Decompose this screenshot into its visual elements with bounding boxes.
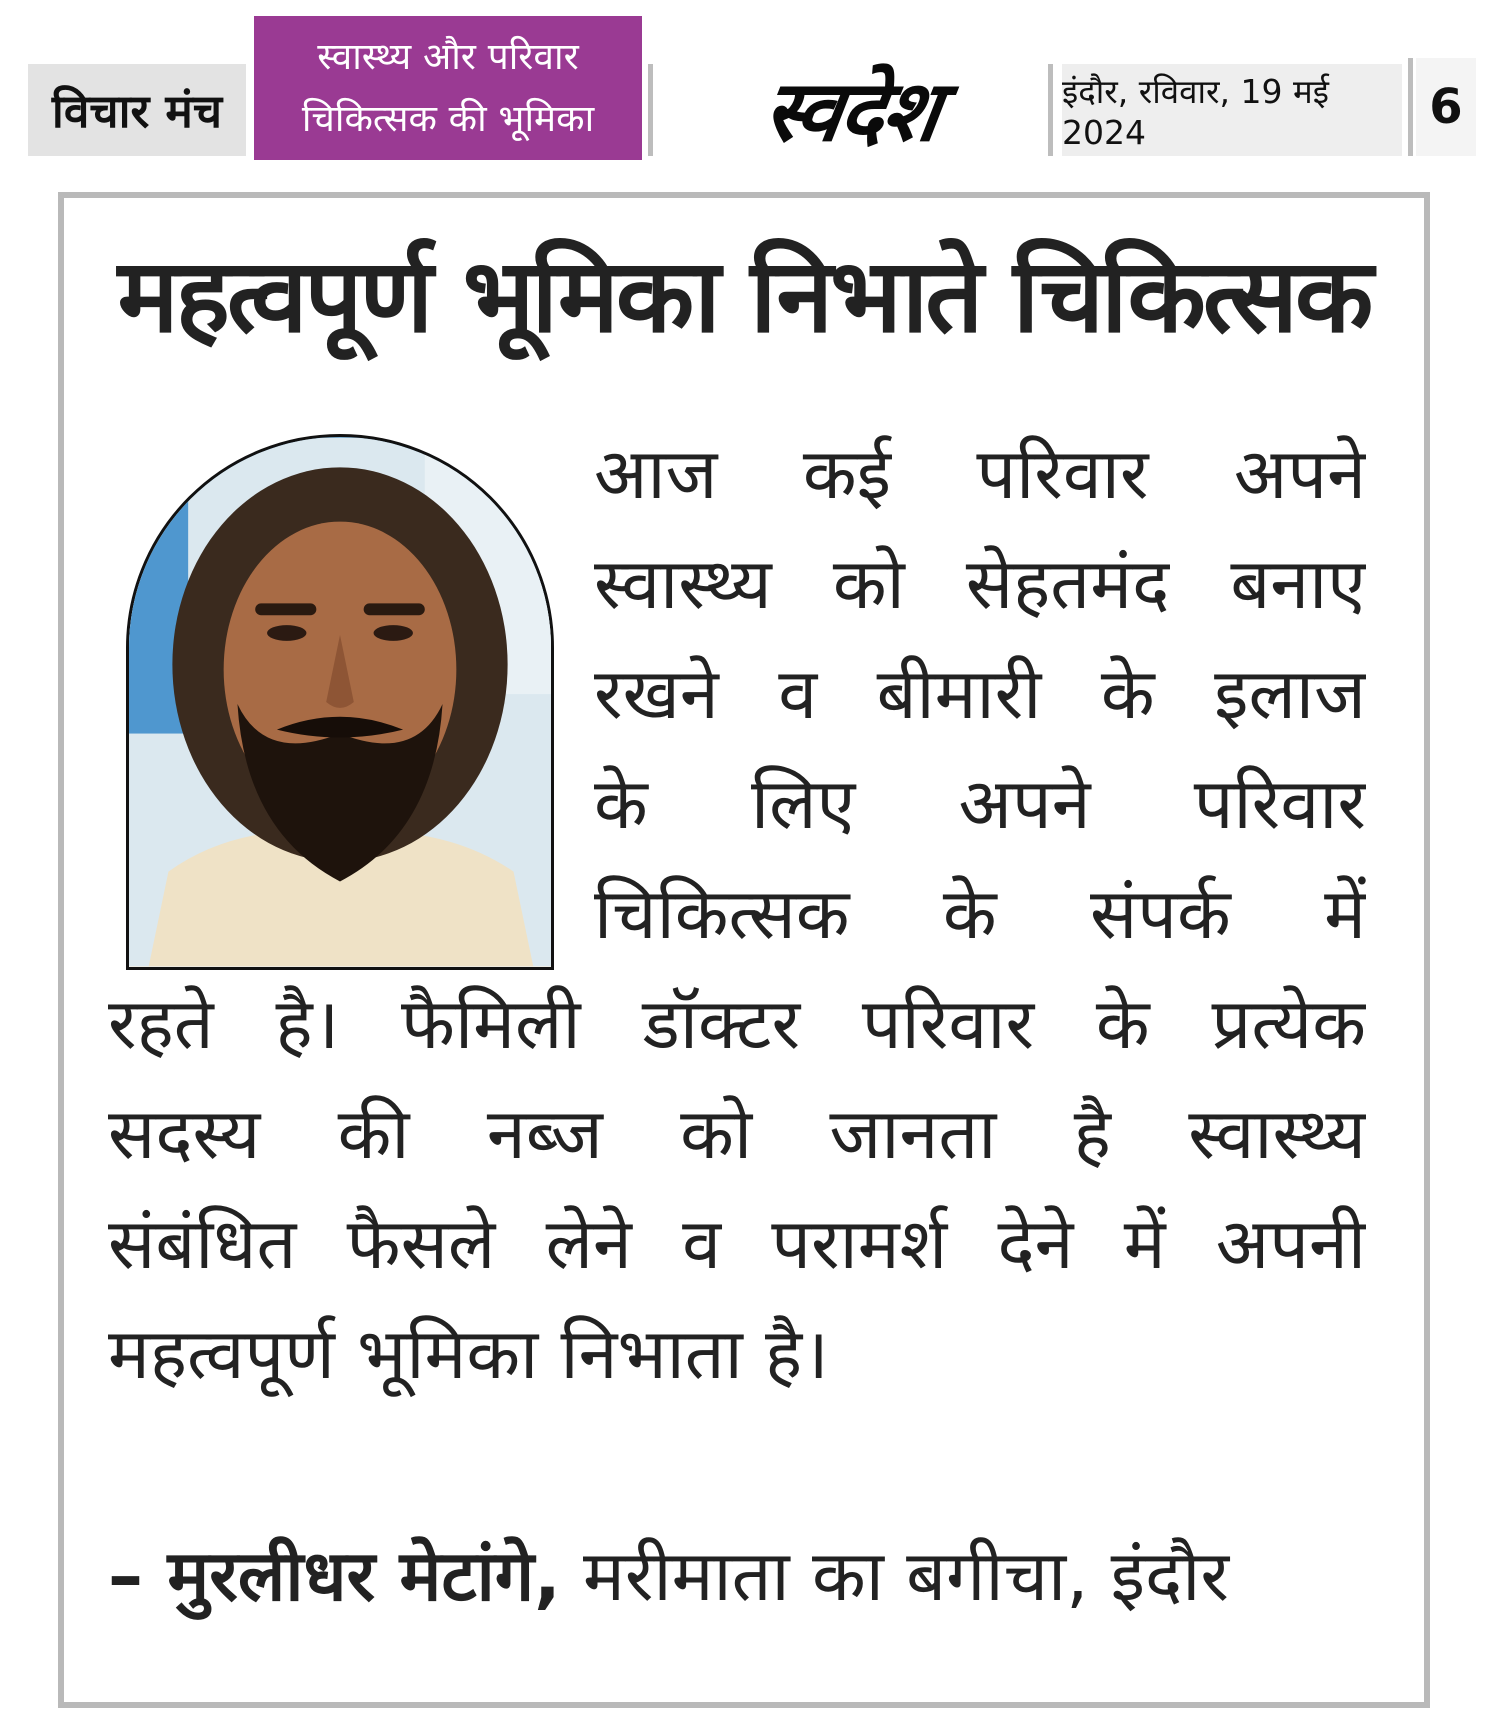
portrait-illustration <box>129 437 551 967</box>
body-line: संबंधित फैसले लेने व परामर्श देने में अपनी <box>108 1203 1366 1285</box>
header-divider <box>648 64 653 156</box>
author-name: – मुरलीधर मेटांगे, <box>108 1535 561 1617</box>
body-line: रखने व बीमारी के इलाज <box>594 653 1366 735</box>
section-label: विचार मंच <box>28 64 246 156</box>
header-divider <box>1408 58 1413 156</box>
topic-line-2: चिकित्सक की भूमिका <box>301 97 595 140</box>
author-location: मरीमाता का बगीचा, इंदौर <box>583 1535 1229 1617</box>
article-headline: महत्वपूर्ण भूमिका निभाते चिकित्सक <box>117 237 1371 356</box>
body-line: स्वास्थ्य को सेहतमंद बनाए <box>594 543 1366 625</box>
page-number: 6 <box>1416 58 1476 156</box>
author-signature <box>108 1516 1408 1636</box>
topic-box <box>254 16 642 160</box>
body-line: सदस्य की नब्ज को जानता है स्वास्थ्य <box>108 1093 1366 1175</box>
article-box <box>58 192 1430 1708</box>
body-line: आज कई परिवार अपने <box>594 433 1366 515</box>
newspaper-header <box>0 0 1496 170</box>
body-line: चिकित्सक के संपर्क में <box>594 873 1366 955</box>
header-divider <box>1048 64 1053 156</box>
body-line: के लिए अपने परिवार <box>594 763 1366 845</box>
topic-line-1: स्वास्थ्य और परिवार <box>317 35 579 78</box>
dateline: इंदौर, रविवार, 19 मई 2024 <box>1062 64 1402 156</box>
author-portrait-photo <box>126 434 554 970</box>
masthead-logo: स्वदेश <box>758 61 945 160</box>
body-line: महत्वपूर्ण भूमिका निभाता है। <box>108 1313 829 1395</box>
body-line: रहते है। फैमिली डॉक्टर परिवार के प्रत्येक <box>108 983 1366 1065</box>
